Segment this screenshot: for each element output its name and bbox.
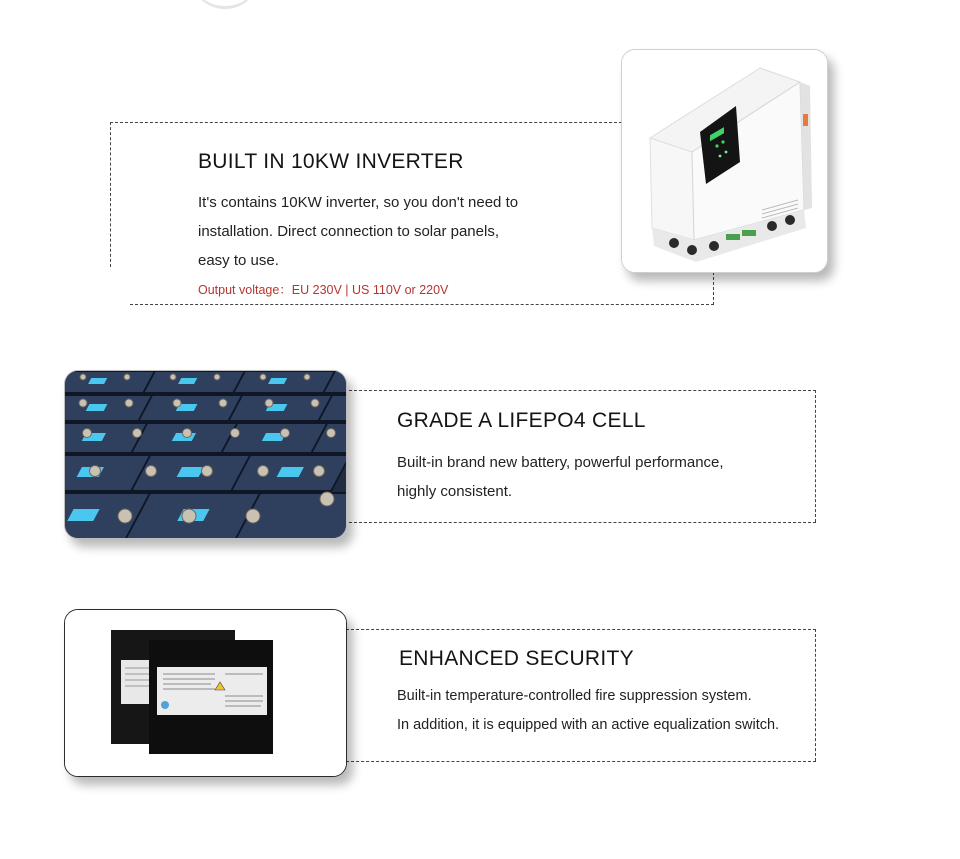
section-description-line-2: In addition, it is equipped with an active equalization switch. — [397, 717, 780, 733]
dashed-frame-bottom — [344, 522, 816, 523]
section-description-line-1: Built-in brand new battery, powerful performance, — [397, 454, 724, 471]
dashed-frame-left — [110, 122, 111, 267]
dashed-frame-right — [815, 390, 816, 522]
dashed-frame-top — [346, 629, 816, 630]
inverter-image — [622, 50, 827, 272]
section-title: ENHANCED SECURITY — [399, 647, 634, 670]
battery-packs-image — [65, 610, 346, 776]
dashed-frame-right — [815, 629, 816, 761]
dashed-frame-top — [344, 390, 816, 391]
lifepo4-cells-photo-card — [64, 370, 347, 539]
battery-packs-photo-card — [64, 609, 347, 777]
dashed-frame-bottom — [346, 761, 816, 762]
inverter-photo-card — [621, 49, 828, 273]
lifepo4-cells-image — [65, 371, 346, 538]
section-description-line-1: Built-in temperature-controlled fire suppression system. — [397, 688, 752, 704]
section-description-line-2: highly consistent. — [397, 483, 513, 500]
output-voltage-note: Output voltage：EU 230V | US 110V or 220V — [198, 283, 449, 297]
section-title: BUILT IN 10KW INVERTER — [198, 150, 464, 173]
dashed-frame-right — [713, 272, 714, 305]
dashed-frame-bottom — [130, 304, 714, 305]
section-description-line-3: easy to use. — [198, 252, 279, 269]
dashed-frame-top — [110, 122, 622, 123]
section-description-line-1: It's contains 10KW inverter, so you don't need to — [198, 194, 519, 211]
section-title: GRADE A LIFEPO4 CELL — [397, 409, 646, 432]
decorative-arc — [190, 0, 260, 9]
section-description-line-2: installation. Direct connection to solar panels, — [198, 223, 499, 240]
